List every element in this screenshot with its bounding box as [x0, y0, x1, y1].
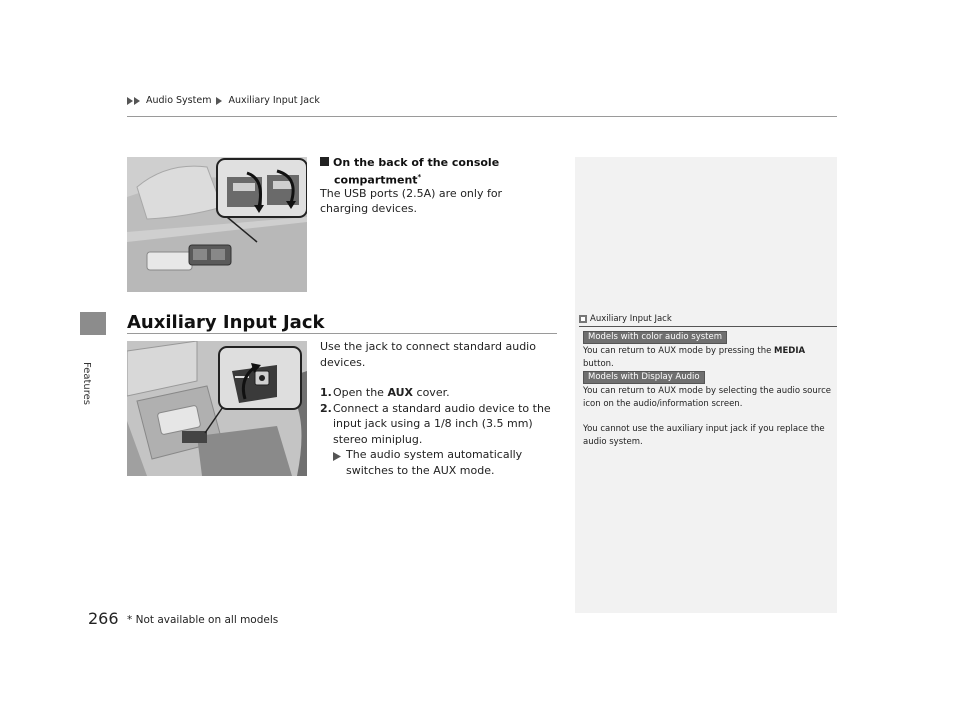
- breadcrumb-current[interactable]: Auxiliary Input Jack: [228, 95, 320, 106]
- aux-jack-illustration: [127, 341, 307, 476]
- result-text: The audio system automatically switches to the AUX mode.: [346, 448, 523, 477]
- footnote: * Not available on all models: [127, 614, 279, 626]
- breadcrumb: [127, 95, 320, 106]
- subsection-heading-line2: compartment: [334, 173, 418, 187]
- aux-label: AUX: [387, 386, 414, 399]
- model-badge-color-audio: Models with color audio system: [583, 331, 727, 344]
- breadcrumb-parent[interactable]: Audio System: [146, 95, 212, 106]
- notes-body: [583, 331, 833, 449]
- subsection-heading-line1: On the back of the console: [333, 156, 500, 169]
- step-2: [320, 401, 560, 448]
- breadcrumb-separator-icon: [216, 97, 223, 105]
- availability-mark: *: [417, 173, 422, 181]
- step1-pre: Open the: [333, 386, 388, 399]
- header-rule: [127, 116, 837, 117]
- intro-text: Use the jack to connect standard audio devices.: [320, 340, 536, 369]
- subsection-text: The USB ports (2.5A) are only for charging devices.: [320, 187, 503, 215]
- notes-rule: [579, 326, 837, 327]
- note1-pre: You can return to AUX mode by pressing the: [583, 346, 775, 356]
- section-title: Auxiliary Input Jack: [127, 312, 325, 333]
- step1-post: cover.: [413, 386, 450, 399]
- note-3: You cannot use the auxiliary input jack if you replace the audio system.: [583, 424, 825, 447]
- note-1: [583, 345, 833, 370]
- note-2: You can return to AUX mode by selecting the audio source icon on the audio/information screen.: [583, 386, 831, 409]
- step-text: [333, 385, 560, 401]
- section-tab-label[interactable]: Features: [81, 362, 92, 405]
- notes-title: Auxiliary Input Jack: [590, 314, 672, 324]
- note-reference-icon: [579, 315, 587, 323]
- step-2-result: [320, 447, 560, 478]
- section-rule: [127, 333, 557, 334]
- square-bullet-icon: [320, 157, 329, 166]
- section-tab-marker: [80, 312, 106, 335]
- step-number: 2.: [320, 401, 332, 415]
- step-1: [320, 385, 560, 401]
- model-badge-display-audio: Models with Display Audio: [583, 371, 705, 384]
- media-label: MEDIA: [774, 346, 806, 356]
- note1-post: button.: [583, 358, 614, 369]
- step-text: Connect a standard audio device to the input jack using a 1/8 inch (3.5 mm) stereo miniplug.: [333, 401, 551, 446]
- notes-heading: [579, 314, 672, 324]
- console-usb-ports-illustration: [127, 157, 307, 292]
- result-arrow-icon: [333, 447, 346, 478]
- section-body: [320, 339, 560, 478]
- subsection-heading: [320, 155, 499, 188]
- breadcrumb-arrow-icon: [127, 97, 141, 105]
- page-number: 266: [88, 609, 119, 628]
- step-number: 1.: [320, 386, 332, 399]
